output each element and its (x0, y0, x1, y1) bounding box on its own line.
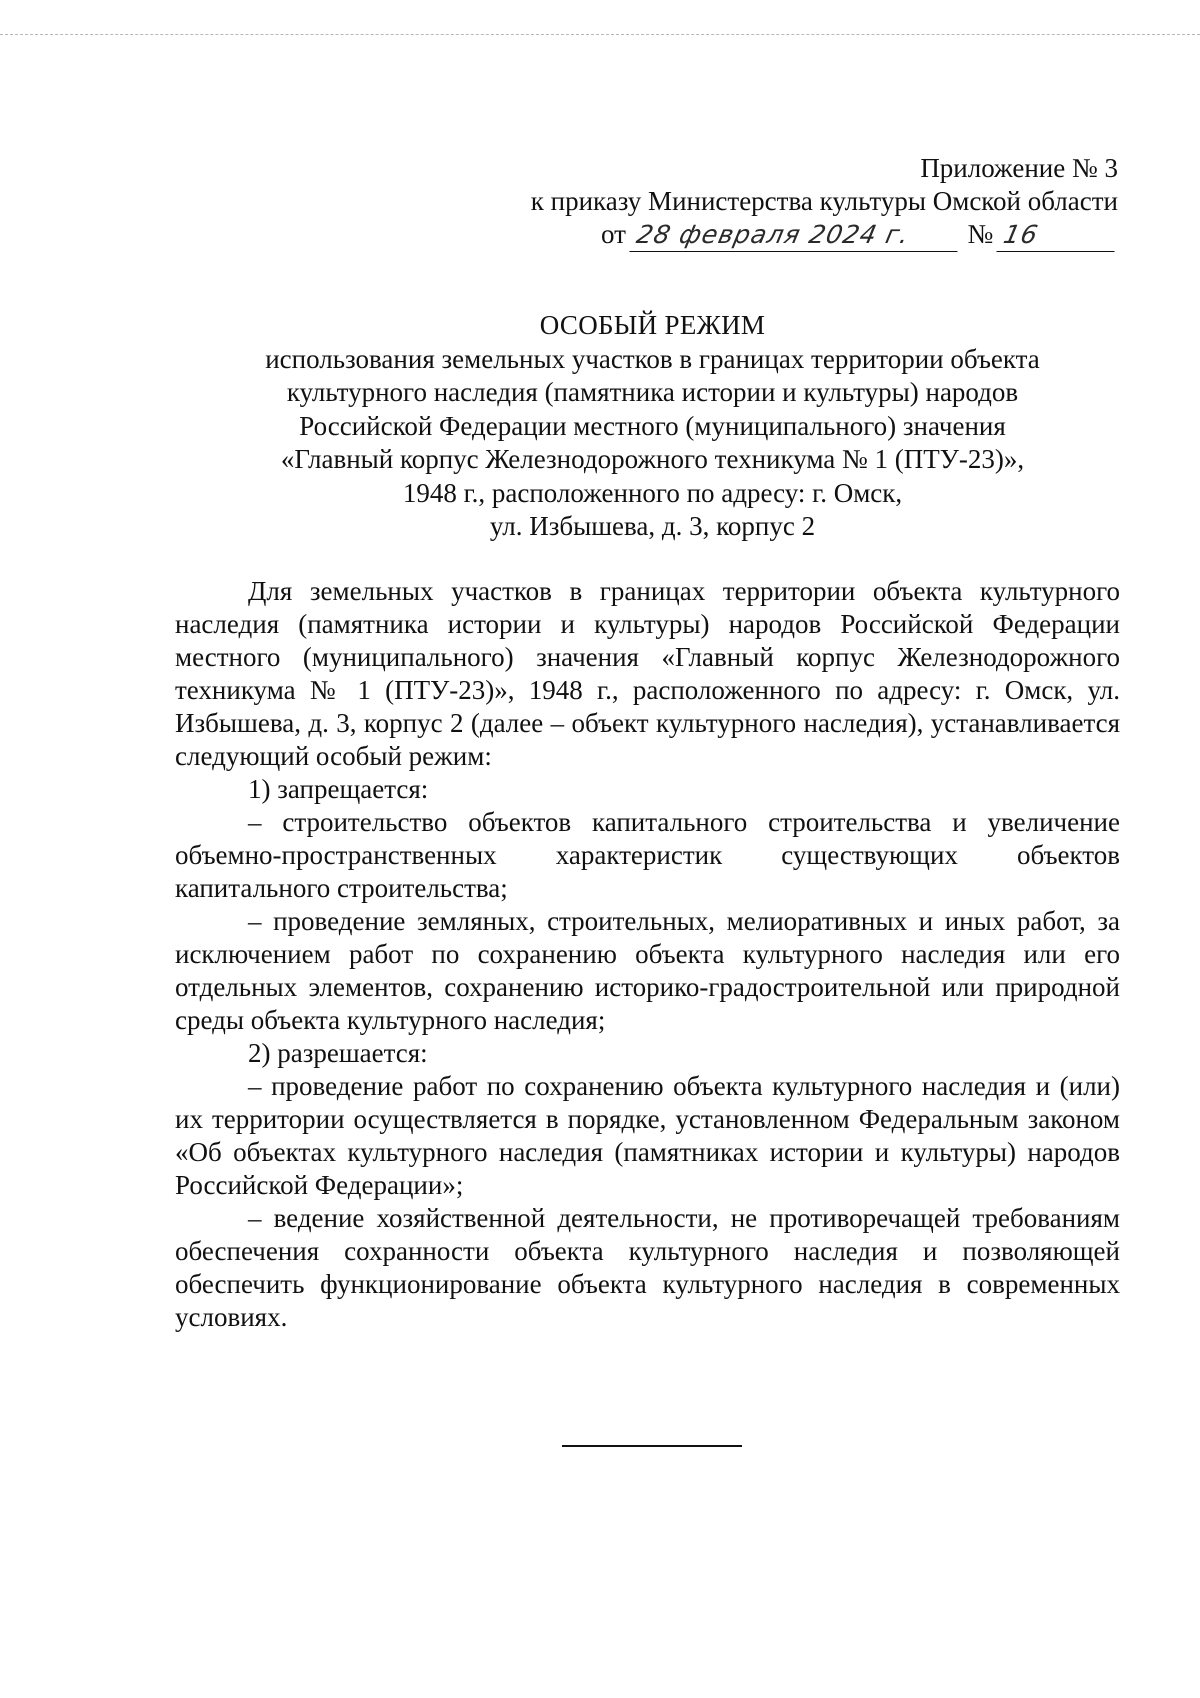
title-line: 1948 г., расположенного по адресу: г. Омск, (402, 477, 903, 508)
document-title: ОСОБЫЙ РЕЖИМ (539, 310, 766, 340)
body-item-prohibited-construction: – строительство объектов капитального строительства и увеличение объемно-пространственных характеристик существующих объектов капитального строительства; (175, 807, 1120, 903)
number-label: № (967, 219, 994, 249)
title-line: культурного наследия (памятника истории и культуры) народов (286, 377, 1019, 407)
appendix-order-reference: к приказу Министерства культуры Омской области (530, 186, 1118, 216)
title-line: использования земельных участков в границах территории объекта (265, 343, 1040, 374)
body-item-allowed-economic: – ведение хозяйственной деятельности, не противоречащей требованиям обеспечения сохранности объекта культурного наследия и позволяющей обеспечить функционирование объекта культурного наследия в современных условиях. (175, 1203, 1120, 1332)
body-item-allowed-heading: 2) разрешается: (248, 1038, 428, 1068)
from-label: от (601, 219, 626, 249)
handwritten-number: 16 (996, 218, 1121, 252)
scan-edge-line (0, 34, 1200, 35)
appendix-date-line (531, 218, 1118, 252)
title-line: Российской Федерации местного (муниципального) значения (299, 410, 1006, 441)
appendix-header (531, 152, 1118, 252)
closing-divider (562, 1445, 742, 1447)
appendix-number: Приложение № 3 (920, 153, 1118, 183)
title-line: ул. Избышева, д. 3, корпус 2 (489, 511, 816, 541)
body-item-prohibited-works: – проведение земляных, строительных, мелиоративных и иных работ, за исключением работ по сохранению объекта культурного наследия или его отдельных элементов, сохранению историко-градостроительной или природной среды объекта культурного наследия; (175, 906, 1120, 1035)
handwritten-date: 28 февраля 2024 г. (629, 218, 964, 252)
body-item-allowed-preservation: – проведение работ по сохранению объекта культурного наследия и (или) их территории осуществляется в порядке, установленном Федеральным законом «Об объектах культурного наследия (памятниках истории и культуры) народов Российской Федерации»; (175, 1071, 1120, 1200)
body-paragraph-intro: Для земельных участков в границах территории объекта культурного наследия (памятника истории и культуры) народов Российской Федерации местного (муниципального) значения «Главный корпус Железнодорожного техникума № 1 (ПТУ-23)», 1948 г., расположенного по адресу: г. Омск, ул. Избышева, д. 3, корпус 2 (далее – объект культурного наследия), устанавливается следующий особый режим: (175, 576, 1120, 771)
document-title-block (175, 309, 1130, 544)
title-line: «Главный корпус Железнодорожного техникума № 1 (ПТУ-23)», (280, 444, 1025, 474)
body-item-prohibited-heading: 1) запрещается: (248, 774, 429, 804)
document-body (175, 575, 1120, 1334)
